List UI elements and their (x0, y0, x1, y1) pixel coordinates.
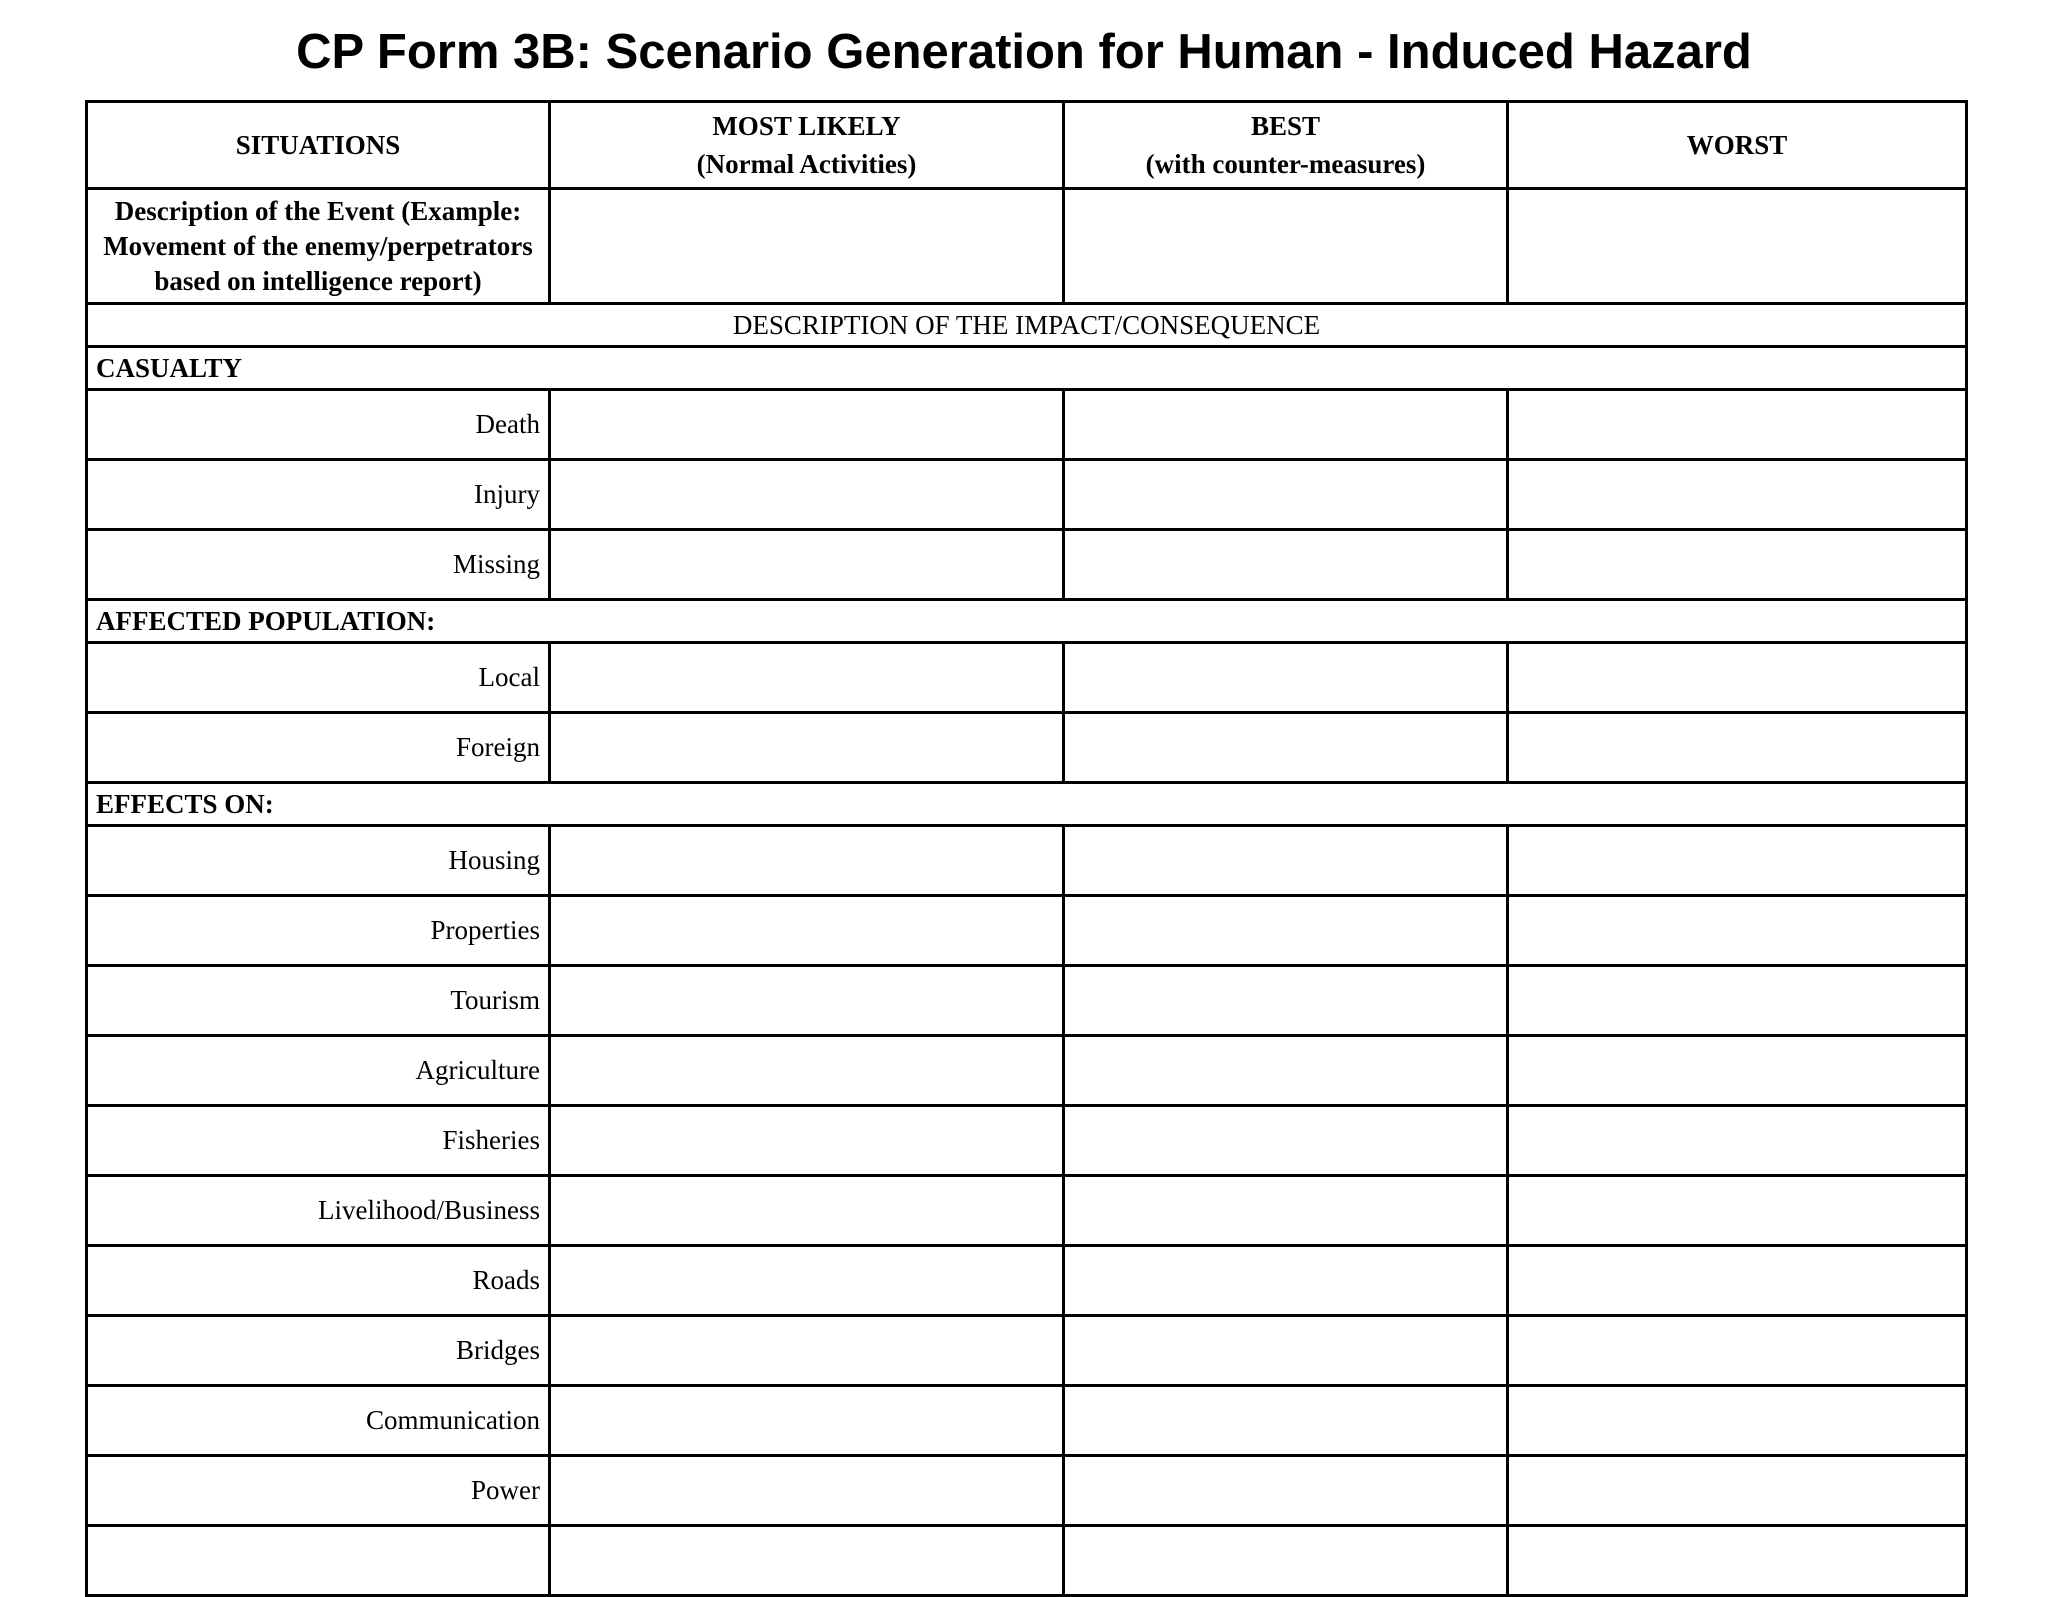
header-most-likely-label: MOST LIKELY (712, 111, 901, 141)
table-row (87, 1246, 1967, 1316)
table-row (87, 1106, 1967, 1176)
cell-most-likely[interactable] (550, 1246, 1064, 1316)
table-row (87, 1386, 1967, 1456)
cell-best[interactable] (1064, 1456, 1508, 1526)
row-label-agriculture: Agriculture (87, 1036, 550, 1106)
cell-best[interactable] (1064, 390, 1508, 460)
header-most-likely (550, 102, 1064, 189)
cell-best[interactable] (1064, 826, 1508, 896)
cell-worst[interactable] (1508, 966, 1967, 1036)
cell-worst[interactable] (1508, 643, 1967, 713)
header-best (1064, 102, 1508, 189)
row-label-foreign: Foreign (87, 713, 550, 783)
cell-best[interactable] (1064, 966, 1508, 1036)
cell-worst[interactable] (1508, 1176, 1967, 1246)
section-effects-on: EFFECTS ON: (87, 783, 1967, 826)
event-description-line: based on intelligence report) (154, 265, 482, 296)
cell-most-likely[interactable] (550, 1176, 1064, 1246)
cell-most-likely[interactable] (550, 390, 1064, 460)
cell-worst[interactable] (1508, 1526, 1967, 1596)
cell-worst[interactable] (1508, 1246, 1967, 1316)
row-label-roads: Roads (87, 1246, 550, 1316)
table-row (87, 390, 1967, 460)
impact-heading: DESCRIPTION OF THE IMPACT/CONSEQUENCE (87, 304, 1967, 347)
cell-most-likely[interactable] (550, 1456, 1064, 1526)
event-best-cell[interactable] (1064, 189, 1508, 304)
row-label-death: Death (87, 390, 550, 460)
cell-most-likely[interactable] (550, 1036, 1064, 1106)
cell-worst[interactable] (1508, 390, 1967, 460)
table-row (87, 1316, 1967, 1386)
row-label-missing: Missing (87, 530, 550, 600)
header-worst (1508, 102, 1967, 189)
row-label-housing: Housing (87, 826, 550, 896)
cell-best[interactable] (1064, 713, 1508, 783)
page-title: CP Form 3B: Scenario Generation for Human - Induced Hazard (296, 25, 1752, 79)
header-situations-label: SITUATIONS (235, 130, 401, 160)
row-label-properties: Properties (87, 896, 550, 966)
section-row (87, 347, 1967, 390)
row-label-local: Local (87, 643, 550, 713)
cell-worst[interactable] (1508, 1316, 1967, 1386)
cell-best[interactable] (1064, 643, 1508, 713)
cell-most-likely[interactable] (550, 530, 1064, 600)
cell-best[interactable] (1064, 1176, 1508, 1246)
cell-most-likely[interactable] (550, 826, 1064, 896)
event-worst-cell[interactable] (1508, 189, 1967, 304)
table-row (87, 530, 1967, 600)
cell-most-likely[interactable] (550, 1386, 1064, 1456)
table-row (87, 713, 1967, 783)
impact-heading-row (87, 304, 1967, 347)
cell-best[interactable] (1064, 460, 1508, 530)
scenario-table (85, 100, 1968, 1597)
table-row (87, 460, 1967, 530)
row-label-livelihood-business: Livelihood/Business (87, 1176, 550, 1246)
cell-worst[interactable] (1508, 530, 1967, 600)
event-description-line: Description of the Event (Example: (114, 195, 522, 226)
event-description-row (87, 189, 1967, 304)
table-row (87, 1526, 1967, 1596)
cell-best[interactable] (1064, 1316, 1508, 1386)
header-worst-label: WORST (1686, 130, 1788, 160)
event-description-line: Movement of the enemy/perpetrators (103, 230, 533, 261)
event-description-label (87, 189, 550, 304)
cell-most-likely[interactable] (550, 460, 1064, 530)
cell-most-likely[interactable] (550, 1526, 1064, 1596)
cell-best[interactable] (1064, 1526, 1508, 1596)
cell-most-likely[interactable] (550, 1106, 1064, 1176)
row-label-communication: Communication (87, 1386, 550, 1456)
header-row (87, 102, 1967, 189)
event-most-likely-cell[interactable] (550, 189, 1064, 304)
cell-worst[interactable] (1508, 1106, 1967, 1176)
cell-best[interactable] (1064, 1386, 1508, 1456)
cell-best[interactable] (1064, 1036, 1508, 1106)
cell-worst[interactable] (1508, 1386, 1967, 1456)
cell-most-likely[interactable] (550, 643, 1064, 713)
header-best-label: BEST (1250, 111, 1321, 141)
table-row (87, 966, 1967, 1036)
cell-worst[interactable] (1508, 826, 1967, 896)
row-label-empty (87, 1526, 550, 1596)
section-casualty: CASUALTY (87, 347, 1967, 390)
cell-best[interactable] (1064, 896, 1508, 966)
row-label-bridges: Bridges (87, 1316, 550, 1386)
header-best-sublabel: (with counter-measures) (1145, 149, 1426, 179)
section-row (87, 783, 1967, 826)
cell-most-likely[interactable] (550, 896, 1064, 966)
row-label-power: Power (87, 1456, 550, 1526)
row-label-fisheries: Fisheries (87, 1106, 550, 1176)
cell-worst[interactable] (1508, 460, 1967, 530)
cell-most-likely[interactable] (550, 1316, 1064, 1386)
header-most-likely-sublabel: (Normal Activities) (696, 149, 917, 179)
table-row (87, 1456, 1967, 1526)
header-situations (87, 102, 550, 189)
cell-most-likely[interactable] (550, 713, 1064, 783)
cell-most-likely[interactable] (550, 966, 1064, 1036)
cell-worst[interactable] (1508, 713, 1967, 783)
cell-best[interactable] (1064, 1106, 1508, 1176)
section-affected-population: AFFECTED POPULATION: (87, 600, 1967, 643)
table-row (87, 1036, 1967, 1106)
cell-worst[interactable] (1508, 1036, 1967, 1106)
cell-worst[interactable] (1508, 1456, 1967, 1526)
table-row (87, 1176, 1967, 1246)
table-row (87, 643, 1967, 713)
table-row (87, 896, 1967, 966)
cell-worst[interactable] (1508, 896, 1967, 966)
row-label-injury: Injury (87, 460, 550, 530)
cell-best[interactable] (1064, 1246, 1508, 1316)
table-row (87, 826, 1967, 896)
cell-best[interactable] (1064, 530, 1508, 600)
row-label-tourism: Tourism (87, 966, 550, 1036)
section-row (87, 600, 1967, 643)
